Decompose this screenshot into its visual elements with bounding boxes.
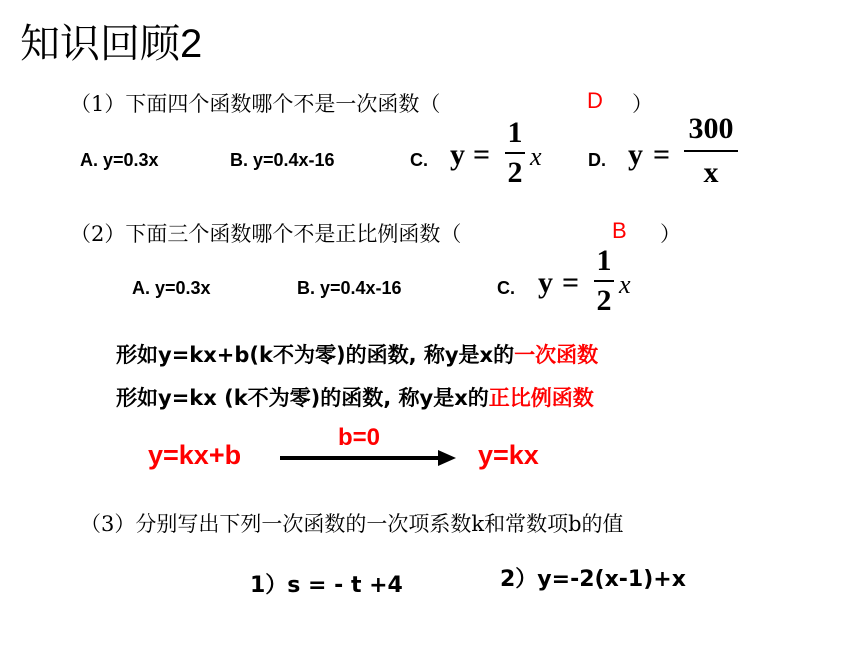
- transform-left-equation: y=kx+b: [148, 440, 242, 470]
- q1-option-d-fraction: [684, 114, 738, 188]
- q2-option-c-x: x: [619, 270, 631, 299]
- q2-option-c-label: C.: [497, 278, 515, 298]
- q1-option-c-label: C.: [410, 150, 428, 170]
- q1-option-d-label: D.: [588, 150, 606, 170]
- question-1-answer: D: [587, 88, 603, 113]
- definition-proportional-term: 正比例函数: [488, 386, 594, 410]
- q2-option-c-denominator: 2: [596, 284, 612, 317]
- fraction-bar: [505, 152, 525, 154]
- q1-option-b: B. y=0.4x-16: [230, 150, 335, 170]
- question-3: （3）分别写出下列一次函数的一次项系数k和常数项b的值: [80, 512, 624, 536]
- question-3-item-2: 2）y=-2(x-1)+x: [500, 567, 686, 592]
- q1-option-d-y: y: [628, 138, 643, 171]
- question-2-answer: B: [612, 218, 627, 243]
- definition-linear-text: 形如y=kx+b(k不为零)的函数, 称y是x的: [116, 343, 515, 367]
- q2-option-b: B. y=0.4x-16: [297, 278, 402, 298]
- definition-linear: [116, 339, 598, 369]
- page-title: 知识回顾2: [20, 22, 203, 66]
- fraction-bar: [684, 150, 738, 152]
- q2-option-c-fraction: [594, 246, 614, 316]
- question-2-close: ）: [660, 222, 681, 246]
- q2-option-a: A. y=0.3x: [132, 278, 211, 298]
- q2-option-c-y: y: [538, 266, 553, 299]
- question-1-text: （1）下面四个函数哪个不是一次函数（: [70, 92, 441, 116]
- q1-option-c-fraction: [505, 118, 525, 188]
- q2-option-c-eq: =: [562, 266, 580, 299]
- transform-arrow-icon: [280, 448, 460, 468]
- q1-option-d-numerator: 300: [688, 112, 734, 145]
- q1-option-a: A. y=0.3x: [80, 150, 159, 170]
- question-1-close: ）: [632, 92, 653, 116]
- definition-linear-term: 一次函数: [514, 343, 599, 367]
- q1-option-d-eq: =: [653, 138, 671, 171]
- q1-option-c-eq: =: [473, 138, 491, 171]
- q1-option-c-denominator: 2: [507, 156, 523, 189]
- question-3-item-1: 1）s = - t +4: [250, 573, 403, 598]
- definition-proportional: [116, 382, 594, 412]
- q2-option-c-numerator: 1: [596, 244, 612, 277]
- fraction-bar: [594, 280, 614, 282]
- question-2: （2）下面三个函数哪个不是正比例函数（: [70, 222, 462, 246]
- definition-proportional-text: 形如y=kx (k不为零)的函数, 称y是x的: [116, 386, 489, 410]
- q1-option-d-denominator: x: [703, 156, 719, 189]
- transform-condition: b=0: [338, 424, 381, 451]
- transform-right-equation: y=kx: [478, 440, 539, 470]
- q1-option-c-numerator: 1: [507, 116, 523, 149]
- question-1: [70, 88, 440, 118]
- q1-option-c-y: y: [450, 138, 465, 171]
- q1-option-c-x: x: [530, 142, 542, 171]
